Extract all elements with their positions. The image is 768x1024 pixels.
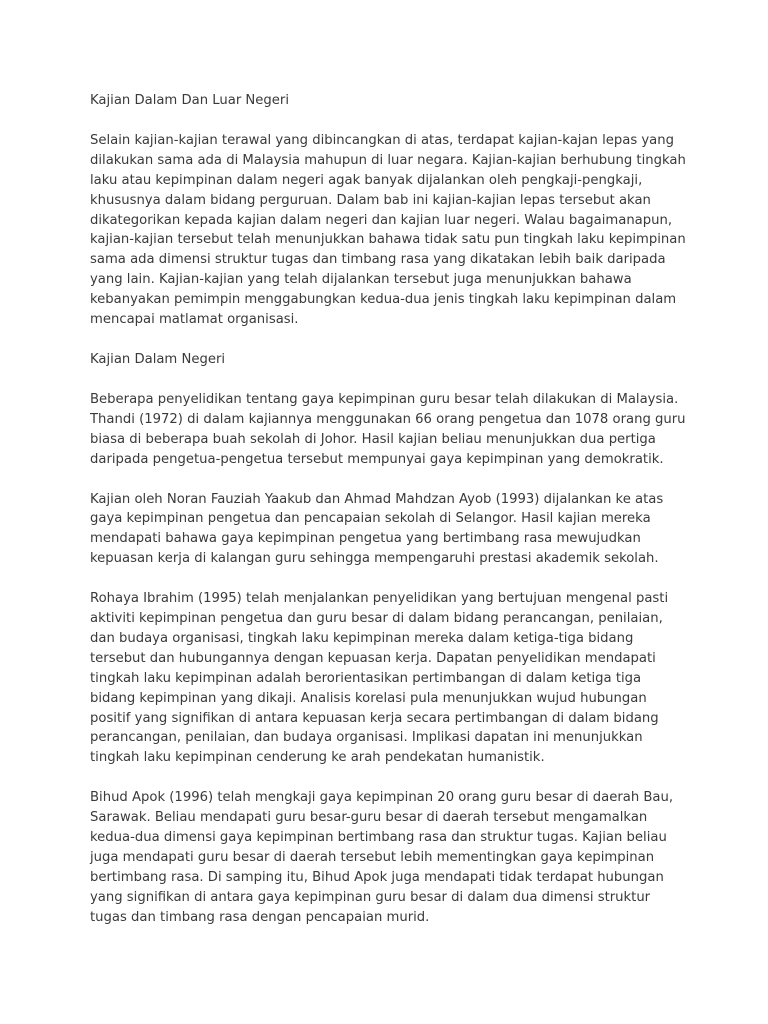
body-paragraph: Beberapa penyelidikan tentang gaya kepimpinan guru besar telah dilakukan di Malaysia. Thandi (1972) di dalam kajiannya menggunakan 66 orang pengetua dan 1078 orang guru biasa di beberapa buah sekolah di Johor. Hasil kajian beliau menunjukkan dua pertiga daripada pengetua-pengetua tersebut mempunyai gaya kepimpinan yang demokratik. [90, 391, 686, 467]
body-paragraph: Rohaya Ibrahim (1995) telah menjalankan penyelidikan yang bertujuan mengenal pasti aktiviti kepimpinan pengetua dan guru besar di dalam bidang perancangan, penilaian, dan budaya organisasi, tingkah laku kepimpinan mereka dalam ketiga-tiga bidang tersebut dan hubungannya dengan kepuasan kerja. Dapatan penyelidikan mendapati tingkah laku kepimpinan adalah berorientasikan pertimbangan di dalam ketiga tiga bidang kepimpinan yang dikaji. Analisis korelasi pula menunjukkan wujud hubungan positif yang signifikan di antara kepuasan kerja secara pertimbangan di dalam bidang perancangan, penilaian, dan budaya organisasi. Implikasi dapatan ini menunjukkan tingkah laku kepimpinan cenderung ke arah pendekatan humanistik. [90, 591, 669, 766]
document-page [90, 91, 690, 948]
document-title: Kajian Dalam Dan Luar Negeri [90, 93, 289, 108]
intro-paragraph: Selain kajian-kajian terawal yang dibincangkan di atas, terdapat kajian-kajan lepas yang dilakukan sama ada di Malaysia mahupun di luar negara. Kajian-kajian berhubung tingkah laku atau kepimpinan dalam negeri agak banyak dijalankan oleh pengkaji-pengkaji, khususnya dalam bidang perguruan. Dalam bab ini kajian-kajian lepas tersebut akan dikategorikan kepada kajian dalam negeri dan kajian luar negeri. Walau bagaimanapun, kajian-kajian tersebut telah menunjukkan bahawa tidak satu pun tingkah laku kepimpinan sama ada dimensi struktur tugas dan timbang rasa yang dikatakan lebih baik daripada yang lain. Kajian-kajian yang telah dijalankan tersebut juga menunjukkan bahawa kebanyakan pemimpin menggabungkan kedua-dua jenis tingkah laku kepimpinan dalam mencapai matlamat organisasi. [90, 132, 686, 328]
body-paragraph: Bihud Apok (1996) telah mengkaji gaya kepimpinan 20 orang guru besar di daerah Bau, Sarawak. Beliau mendapati guru besar-guru besar di daerah tersebut mengamalkan kedua-dua dimensi gaya kepimpinan bertimbang rasa dan struktur tugas. Kajian beliau juga mendapati guru besar di daerah tersebut lebih mementingkan gaya kepimpinan bertimbang rasa. Di samping itu, Bihud Apok juga mendapati tidak terdapat hubungan yang signifikan di antara gaya kepimpinan guru besar di dalam dua dimensi struktur tugas dan timbang rasa dengan pencapaian murid. [90, 790, 674, 925]
section-heading: Kajian Dalam Negeri [90, 351, 226, 367]
body-paragraph: Kajian oleh Noran Fauziah Yaakub dan Ahmad Mahdzan Ayob (1993) dijalankan ke atas gaya kepimpinan pengetua dan pencapaian sekolah di Selangor. Hasil kajian mereka mendapati bahawa gaya kepimpinan pengetua yang bertimbang rasa mewujudkan kepuasan kerja di kalangan guru sehingga mempengaruhi prestasi akademik sekolah. [90, 491, 664, 567]
